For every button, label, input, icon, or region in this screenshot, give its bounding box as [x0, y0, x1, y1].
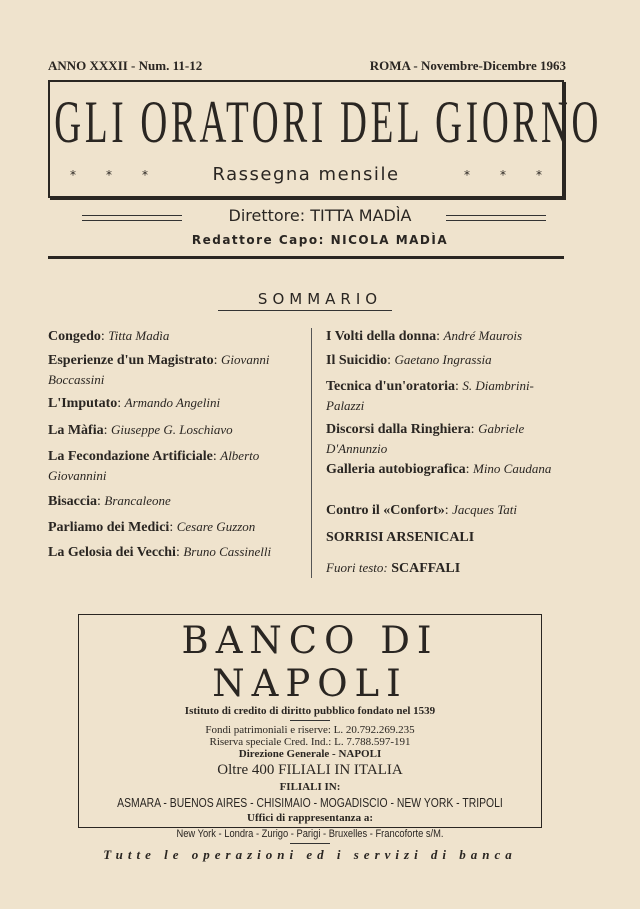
bank-offices: New York - Londra - Zurigo - Parigi - Bruxelles - Francoforte s/M.: [176, 828, 444, 840]
toc-entry: Discorsi dalla Ringhiera: Gabriele D'Annunzio: [326, 421, 525, 456]
toc-author: Bruno Cassinelli: [183, 544, 272, 559]
bank-funds: Fondi patrimoniali e riserve: L. 20.792.269.235: [205, 724, 415, 736]
toc-entry: Il Suicidio: Gaetano Ingrassia: [326, 352, 492, 368]
bank-reserve: Riserva speciale Cred. Ind.: L. 7.788.597-191: [209, 736, 411, 748]
director: Direttore: TITTA MADÌA: [228, 206, 412, 225]
bank-tagline: Istituto di credito di diritto pubblico fondato nel 1539: [184, 705, 436, 717]
toc-title: Esperienze d'un Magistrato: [48, 353, 214, 368]
toc-title: Contro il «Confort»: [326, 503, 445, 518]
star-ornaments-right: * * *: [464, 167, 542, 182]
toc-entry: Galleria autobiografica: Mino Caudana: [326, 461, 552, 477]
toc-entry: La Màfia: Giuseppe G. Loschiavo: [48, 422, 233, 438]
bank-advertisement: [78, 614, 542, 862]
toc-title: La Fecondazione Artificiale: [48, 449, 213, 464]
issue-info: ANNO XXXII - Num. 11-12: [48, 58, 203, 73]
bank-abroad-cities: ASMARA - BUENOS AIRES - CHISIMAIO - MOGADISCIO - NEW YORK - TRIPOLI: [117, 795, 503, 810]
toc-entry: Tecnica d'un'oratoria: S. Diambrini-Palazzi: [326, 378, 534, 413]
toc-title: Discorsi dalla Ringhiera: [326, 422, 471, 437]
toc-author: Cesare Guzzon: [176, 519, 256, 534]
bank-abroad-label: FILIALI IN:: [279, 781, 341, 793]
masthead: [48, 80, 603, 198]
toc-author: S. Diambrini-Palazzi: [326, 378, 534, 413]
toc-author: Giuseppe G. Loschiavo: [111, 422, 233, 437]
toc-author: Armando Angelini: [124, 395, 221, 410]
toc-author: André Maurois: [443, 328, 523, 343]
bank-hq: Direzione Generale - NAPOLI: [238, 748, 382, 760]
toc-entry: I Volti della donna: André Maurois: [326, 328, 523, 344]
toc-entry: La Gelosia dei Vecchi: Bruno Cassinelli: [48, 544, 272, 560]
toc-title: Congedo: [48, 329, 101, 344]
magazine-subtitle: Rassegna mensile: [212, 164, 400, 185]
toc-title: Galleria autobiografica: [326, 462, 466, 477]
toc-title: La Màfia: [48, 423, 104, 438]
column-divider: [311, 328, 312, 578]
toc-entry: Bisaccia: Brancaleone: [48, 493, 171, 509]
toc-title: Tecnica d'un'oratoria: [326, 379, 455, 394]
toc-title: La Gelosia dei Vecchi: [48, 545, 176, 560]
summary-heading: SOMMARIO: [257, 290, 383, 308]
toc-title: L'Imputato: [48, 396, 118, 411]
toc-entry: La Fecondazione Artificiale: Alberto Giovannini: [48, 448, 260, 483]
bank-branches: Oltre 400 FILIALI IN ITALIA: [217, 762, 403, 778]
toc-author: Jacques Tati: [452, 502, 518, 517]
toc-author: Gabriele D'Annunzio: [326, 421, 525, 456]
editor-in-chief: Redattore Capo: NICOLA MADÌA: [191, 233, 449, 247]
toc-title: Bisaccia: [48, 494, 97, 509]
toc-title: SORRISI ARSENICALI: [326, 530, 475, 545]
toc-title: I Volti della donna: [326, 329, 437, 344]
toc-author: Alberto Giovannini: [48, 448, 260, 483]
divider: [48, 256, 564, 259]
toc-entry: Congedo: Titta Madìa: [48, 328, 170, 344]
toc-entry: Esperienze d'un Magistrato: Giovanni Boccassini: [48, 352, 270, 387]
toc-entry: [326, 528, 566, 547]
toc-entry: L'Imputato: Armando Angelini: [48, 395, 221, 411]
bank-name: BANCO DI NAPOLI: [181, 619, 439, 705]
toc-author: Mino Caudana: [472, 461, 552, 476]
toc-author: Giovanni Boccassini: [48, 352, 270, 387]
bank-offices-label: Uffici di rappresentanza a:: [247, 812, 373, 824]
place-date: ROMA - Novembre-Dicembre 1963: [369, 58, 566, 73]
divider: [218, 310, 392, 311]
toc-entry: Parliamo dei Medici: Cesare Guzzon: [48, 519, 256, 535]
toc-title: Parliamo dei Medici: [48, 520, 170, 535]
toc-title: Il Suicidio: [326, 353, 388, 368]
toc-author: Brancaleone: [104, 493, 171, 508]
toc-entry: Contro il «Confort»: Jacques Tati: [326, 502, 518, 518]
toc-prefix: Fuori testo:: [326, 560, 388, 575]
toc-entry: [326, 558, 566, 578]
star-ornaments-left: * * *: [70, 167, 148, 182]
toc-author: Titta Madìa: [108, 328, 170, 343]
toc-title: SCAFFALI: [391, 561, 461, 576]
toc-author: Gaetano Ingrassia: [394, 352, 492, 367]
magazine-title: GLI ORATORI DEL GIORNO: [54, 89, 603, 155]
bank-motto: Tutte le operazioni ed i servizi di banca: [103, 847, 517, 862]
